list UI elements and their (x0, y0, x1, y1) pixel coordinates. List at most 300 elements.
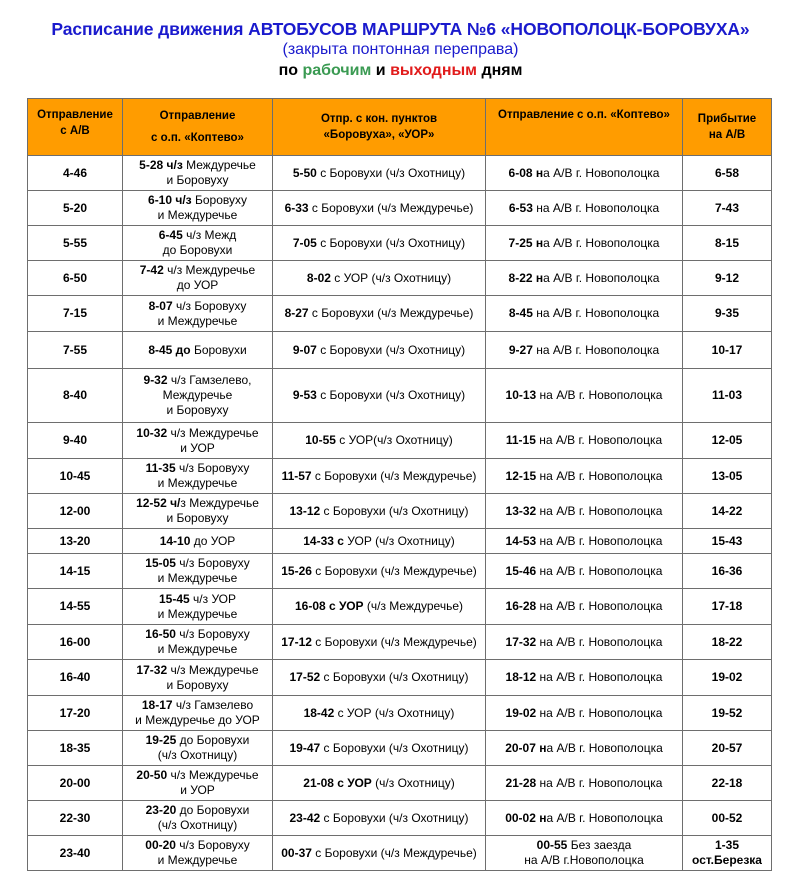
return-dest: на А/В г. Новополоцка (536, 563, 663, 578)
arrival-time: 19-02 (711, 670, 743, 684)
cell-dep-koptevo (123, 332, 273, 369)
cell-dep-av: 6-50 (28, 261, 123, 296)
terminal-route: (ч/з Охотницу) (371, 775, 455, 790)
cell-arrival (683, 625, 772, 660)
arrival-time: 8-15 (714, 235, 740, 250)
cell-arrival (683, 191, 772, 226)
terminal-route: с Боровухи (ч/з Междуречье) (308, 306, 474, 320)
table-row (28, 494, 772, 529)
col-header-line: Отправление (159, 110, 236, 122)
terminal-time: 19-47 (289, 740, 321, 755)
koptevo-route: ч/з Межд (182, 228, 237, 242)
return-dest: на А/В г. Новополоцка (532, 306, 660, 320)
terminal-route: с Боровухи (ч/з Охотницу) (320, 810, 469, 825)
koptevo-time: 15-45 (158, 591, 190, 606)
cell-dep-terminal (273, 494, 486, 529)
cell-dep-terminal (273, 296, 486, 332)
arrival-time: 18-22 (711, 634, 743, 649)
col-header-arrival (683, 99, 772, 156)
cell-return-koptevo (486, 261, 683, 296)
terminal-route: с Боровухи (ч/з Охотницу) (320, 740, 469, 755)
return-time: 6-08 н (508, 165, 544, 180)
cell-dep-terminal (273, 423, 486, 459)
arrival-stop: ост.Березка (692, 853, 762, 867)
arrival-time: 16-36 (711, 563, 743, 578)
arrival-time: 9-12 (714, 270, 740, 285)
terminal-time: 5-50 (292, 165, 317, 180)
return-time: 16-28 (505, 599, 537, 613)
terminal-time: 7-05 (292, 235, 317, 250)
arrival-time: 17-18 (711, 599, 743, 613)
return-dest: а А/В г. Новополоцка (543, 270, 660, 285)
arrival-time: 14-22 (711, 503, 743, 518)
cell-arrival (683, 554, 772, 589)
terminal-time: 15-26 (281, 563, 312, 578)
terminal-time: 16-08 с УОР (295, 599, 364, 613)
cell-arrival (683, 423, 772, 459)
return-time: 14-53 (505, 533, 537, 548)
return-dest: на А/В г. Новополоцка (536, 468, 663, 483)
cell-dep-terminal (273, 191, 486, 226)
koptevo-route: ч/з УОР (189, 591, 237, 606)
koptevo-route: до Боровухи (176, 803, 250, 817)
cell-dep-koptevo (123, 696, 273, 731)
table-row (28, 625, 772, 660)
terminal-time: 23-42 (289, 810, 321, 825)
days-work: рабочим (302, 62, 372, 79)
col-header-return-koptevo (486, 99, 683, 156)
cell-dep-terminal (273, 156, 486, 191)
koptevo-route: ч/з Гамзелево (172, 698, 254, 712)
terminal-time: 13-12 (289, 503, 321, 518)
cell-dep-koptevo (123, 836, 273, 871)
cell-return-koptevo (486, 766, 683, 801)
cell-arrival (683, 459, 772, 494)
days-suffix: дням (481, 62, 523, 79)
koptevo-route: ч/з Междуречье (167, 425, 259, 440)
return-dest: на А/В г. Новополоцка (536, 599, 663, 613)
koptevo-time: 6-10 ч/з (148, 193, 192, 207)
arrival-time: 12-05 (711, 433, 743, 447)
koptevo-route-line2: (ч/з Охотницу) (157, 818, 238, 832)
cell-dep-av: 5-20 (28, 191, 123, 226)
koptevo-time: 6-45 (158, 228, 183, 242)
cell-dep-terminal (273, 801, 486, 836)
arrival-time: 13-05 (711, 468, 743, 483)
koptevo-route: ч/з Боровуху (175, 838, 250, 852)
koptevo-route-line2: и Боровуху (166, 173, 229, 187)
koptevo-route: ч/з Боровуху (175, 461, 250, 475)
cell-dep-koptevo (123, 589, 273, 625)
cell-dep-av: 5-55 (28, 226, 123, 261)
table-row (28, 660, 772, 696)
koptevo-route-line2: и Боровуху (166, 677, 229, 692)
cell-dep-koptevo (123, 296, 273, 332)
cell-dep-terminal (273, 836, 486, 871)
schedule-table (27, 98, 772, 871)
koptevo-route-line2: и Междуречье до УОР (135, 713, 260, 727)
days-line (0, 60, 801, 82)
arrival-time: 00-52 (711, 810, 743, 825)
cell-dep-av: 7-15 (28, 296, 123, 332)
cell-return-koptevo (486, 731, 683, 766)
return-time: 9-27 (508, 342, 533, 357)
koptevo-route-line2: и Междуречье (157, 476, 238, 490)
cell-dep-koptevo (123, 261, 273, 296)
table-row (28, 423, 772, 459)
return-time: 8-22 н (508, 270, 544, 285)
table-row (28, 226, 772, 261)
koptevo-route-line2: до УОР (176, 278, 219, 292)
koptevo-route-line2: и Боровуху (166, 511, 229, 525)
table-row (28, 836, 772, 871)
col-header-line: «Боровуха», «УОР» (323, 129, 435, 141)
table-row (28, 191, 772, 226)
cell-return-koptevo (486, 296, 683, 332)
table-row (28, 731, 772, 766)
cell-dep-terminal (273, 332, 486, 369)
terminal-route: (ч/з Междуречье) (363, 599, 463, 613)
return-dest: на А/В г. Новополоцка (536, 533, 663, 548)
terminal-time: 8-27 (284, 306, 309, 320)
cell-dep-koptevo (123, 731, 273, 766)
terminal-route: с УОР (ч/з Охотницу) (334, 705, 455, 720)
cell-dep-av: 17-20 (28, 696, 123, 731)
table-row (28, 529, 772, 554)
cell-arrival (683, 801, 772, 836)
cell-dep-terminal (273, 766, 486, 801)
koptevo-time: 10-32 (136, 425, 168, 440)
cell-dep-terminal (273, 554, 486, 589)
koptevo-route: ч/з Междуречье (163, 263, 256, 277)
cell-return-koptevo (486, 589, 683, 625)
return-dest: а А/В г. Новополоцка (543, 165, 660, 180)
koptevo-time: 16-50 (145, 627, 176, 641)
terminal-time: 18-42 (303, 705, 335, 720)
table-row (28, 766, 772, 801)
return-time: 6-53 (508, 200, 533, 215)
koptevo-time: 8-07 (148, 298, 173, 313)
cell-dep-koptevo (123, 766, 273, 801)
koptevo-route-line2: (ч/з Охотницу) (157, 748, 238, 762)
col-header-dep-koptevo (123, 99, 273, 156)
terminal-route: с Боровухи (ч/з Охотницу) (316, 235, 466, 250)
terminal-route: УОР (ч/з Охотницу) (343, 533, 455, 548)
page-title: Расписание движения АВТОБУСОВ МАРШРУТА №6 «НОВОПОЛОЦК-БОРОВУХА» (51, 19, 750, 39)
return-dest: на А/В г. Новополоцка (532, 342, 660, 357)
cell-dep-terminal (273, 529, 486, 554)
koptevo-time: 5-28 ч/з (139, 158, 183, 172)
koptevo-route: ч/з Гамзелево, (167, 373, 252, 387)
terminal-route: с Боровухи (ч/з Междуречье) (311, 845, 477, 860)
koptevo-time: 14-10 (159, 533, 191, 548)
cell-arrival (683, 696, 772, 731)
return-time: 7-25 н (508, 235, 544, 250)
koptevo-route: Междуречье (182, 158, 256, 172)
cell-dep-av: 14-15 (28, 554, 123, 589)
terminal-route: с Боровухи (ч/з Междуречье) (311, 634, 477, 649)
cell-return-koptevo (486, 459, 683, 494)
koptevo-route-line2: и УОР (180, 440, 215, 455)
koptevo-route-line2: и УОР (180, 783, 215, 797)
table-row (28, 459, 772, 494)
terminal-route: с УОР (ч/з Охотницу) (330, 270, 452, 285)
arrival-time: 19-52 (711, 705, 743, 720)
koptevo-time: 8-45 до (148, 342, 191, 357)
koptevo-time: 19-25 (145, 733, 177, 747)
koptevo-time: 7-42 (139, 263, 164, 277)
koptevo-time: 9-32 (143, 373, 168, 387)
table-row (28, 589, 772, 625)
return-dest: на А/В г. Новополоцка (536, 775, 663, 790)
table-row (28, 801, 772, 836)
koptevo-route: ч/з Боровуху (175, 556, 250, 570)
koptevo-route: ч/з Междуречье (167, 768, 259, 782)
koptevo-route-line2: и Междуречье (157, 208, 238, 222)
koptevo-route: ч/з Боровуху (175, 627, 250, 641)
return-dest: на А/В г. Новополоцка (532, 200, 660, 215)
koptevo-route: ч/з Боровуху (172, 298, 247, 313)
terminal-route: с Боровухи (ч/з Междуречье) (311, 468, 477, 483)
cell-return-koptevo (486, 332, 683, 369)
cell-dep-av: 9-40 (28, 423, 123, 459)
return-dest: а А/В г. Новополоцка (546, 740, 663, 755)
return-time: 20-07 н (505, 740, 547, 755)
arrival-time: 10-17 (711, 342, 743, 357)
return-time: 10-13 (505, 388, 537, 402)
cell-return-koptevo (486, 801, 683, 836)
cell-arrival (683, 589, 772, 625)
return-dest: а А/В г. Новополоцка (543, 235, 660, 250)
koptevo-time: 18-17 (141, 698, 173, 712)
days-prefix: по (278, 62, 298, 79)
arrival-time: 22-18 (711, 775, 743, 790)
koptevo-route: до Боровухи (176, 733, 250, 747)
schedule-body (28, 156, 772, 871)
days-rest: выходным (390, 62, 477, 79)
terminal-time: 6-33 (284, 200, 309, 215)
terminal-time: 17-52 (289, 670, 321, 684)
cell-dep-av: 20-00 (28, 766, 123, 801)
return-dest: Без заезда (567, 838, 632, 852)
cell-arrival (683, 494, 772, 529)
cell-dep-terminal (273, 660, 486, 696)
cell-dep-koptevo (123, 494, 273, 529)
koptevo-time: 15-05 (145, 556, 176, 570)
return-dest: на А/В г. Новополоцка (536, 503, 663, 518)
cell-dep-koptevo (123, 191, 273, 226)
cell-return-koptevo (486, 191, 683, 226)
col-header-line: на А/В (708, 129, 746, 141)
terminal-route: с УОР(ч/з Охотницу) (335, 433, 453, 447)
cell-dep-av: 23-40 (28, 836, 123, 871)
col-header-line: Отпр. с кон. пунктов (320, 113, 438, 125)
table-row (28, 332, 772, 369)
cell-dep-terminal (273, 226, 486, 261)
return-time: 13-32 (505, 503, 537, 518)
cell-return-koptevo (486, 369, 683, 423)
cell-return-koptevo (486, 156, 683, 191)
terminal-time: 21-08 с УОР (303, 775, 372, 790)
cell-dep-av: 7-55 (28, 332, 123, 369)
cell-dep-terminal (273, 261, 486, 296)
koptevo-time: 00-20 (145, 838, 176, 852)
cell-dep-av: 8-40 (28, 369, 123, 423)
cell-return-koptevo (486, 554, 683, 589)
table-header-row (28, 99, 772, 156)
terminal-route: с Боровухи (ч/з Охотницу) (320, 503, 469, 518)
cell-dep-terminal (273, 696, 486, 731)
cell-arrival (683, 226, 772, 261)
return-time: 00-55 (536, 838, 568, 852)
cell-arrival (683, 332, 772, 369)
cell-return-koptevo (486, 226, 683, 261)
terminal-route: с Боровухи (ч/з Охотницу) (320, 670, 469, 684)
arrival-time: 6-58 (714, 165, 740, 180)
terminal-route: с Боровухи (ч/з Охотницу) (316, 388, 466, 402)
koptevo-time: 20-50 (136, 768, 168, 782)
terminal-route: с Боровухи (ч/з Охотницу) (316, 165, 466, 180)
terminal-time: 9-07 (292, 342, 317, 357)
terminal-route: с Боровухи (ч/з Междуречье) (311, 563, 477, 578)
koptevo-route-line2: и Междуречье (157, 642, 238, 656)
return-time: 11-15 (505, 433, 536, 447)
koptevo-route: Боровухи (190, 342, 247, 357)
terminal-time: 17-12 (281, 634, 312, 649)
arrival-time: 9-35 (714, 306, 740, 320)
koptevo-time: 17-32 (136, 662, 168, 677)
col-header-line: с А/В (60, 125, 90, 137)
koptevo-route-line2: Междуречье (162, 388, 233, 402)
koptevo-route-line2: и Междуречье (157, 606, 238, 621)
cell-return-koptevo (486, 836, 683, 871)
return-time: 21-28 (505, 775, 537, 790)
cell-return-koptevo (486, 696, 683, 731)
return-time: 12-15 (505, 468, 537, 483)
return-time: 19-02 (505, 705, 537, 720)
return-dest: а А/В г. Новополоцка (546, 810, 663, 825)
cell-dep-terminal (273, 459, 486, 494)
return-dest: на А/В г. Новополоцка (536, 670, 663, 684)
table-row (28, 261, 772, 296)
arrival-time: 1-35 (714, 838, 740, 852)
cell-arrival (683, 261, 772, 296)
koptevo-route-line2: и Междуречье (157, 571, 238, 585)
table-row (28, 554, 772, 589)
cell-dep-koptevo (123, 529, 273, 554)
koptevo-time: 11-35 (145, 461, 176, 475)
col-header-dep-av (28, 99, 123, 156)
cell-arrival (683, 660, 772, 696)
return-time: 00-02 н (505, 810, 547, 825)
return-time: 8-45 (508, 306, 533, 320)
col-header-dep-terminal (273, 99, 486, 156)
cell-arrival (683, 766, 772, 801)
koptevo-route: Боровуху (191, 193, 247, 207)
terminal-time: 8-02 (306, 270, 331, 285)
cell-return-koptevo (486, 660, 683, 696)
table-row (28, 369, 772, 423)
terminal-time: 11-57 (281, 468, 312, 483)
cell-dep-av: 16-00 (28, 625, 123, 660)
cell-return-koptevo (486, 423, 683, 459)
koptevo-route-line3: и Боровуху (166, 403, 229, 417)
cell-dep-av: 12-00 (28, 494, 123, 529)
terminal-time: 9-53 (292, 388, 317, 402)
koptevo-time: 23-20 (145, 803, 177, 817)
koptevo-route: ч/з Междуречье (167, 662, 259, 677)
cell-dep-koptevo (123, 156, 273, 191)
return-dest: на А/В г. Новополоцка (536, 705, 663, 720)
cell-dep-koptevo (123, 554, 273, 589)
cell-dep-terminal (273, 731, 486, 766)
koptevo-route: до УОР (190, 533, 236, 548)
cell-dep-av: 18-35 (28, 731, 123, 766)
koptevo-route: з Междуречье (180, 496, 259, 510)
koptevo-route-line2: и Междуречье (157, 853, 238, 867)
cell-arrival (683, 296, 772, 332)
cell-dep-terminal (273, 625, 486, 660)
terminal-time: 00-37 (281, 845, 312, 860)
cell-dep-koptevo (123, 423, 273, 459)
terminal-route: с Боровухи (ч/з Междуречье) (308, 200, 474, 215)
table-row (28, 156, 772, 191)
arrival-time: 11-03 (711, 388, 743, 402)
col-header-line: Отправление (37, 109, 113, 121)
cell-dep-terminal (273, 589, 486, 625)
koptevo-route-line2: и Междуречье (157, 313, 238, 328)
cell-return-koptevo (486, 625, 683, 660)
document-header (0, 18, 801, 82)
cell-dep-koptevo (123, 625, 273, 660)
arrival-time: 7-43 (714, 200, 740, 215)
cell-arrival (683, 369, 772, 423)
cell-dep-koptevo (123, 369, 273, 423)
cell-dep-koptevo (123, 226, 273, 261)
cell-arrival (683, 836, 772, 871)
koptevo-route-line2: до Боровухи (162, 243, 233, 257)
cell-dep-av: 14-55 (28, 589, 123, 625)
days-and: и (375, 62, 386, 79)
cell-dep-av: 22-30 (28, 801, 123, 836)
cell-arrival (683, 156, 772, 191)
terminal-time: 14-33 с (303, 533, 344, 548)
page-subtitle: (закрыта понтонная переправа) (282, 41, 519, 58)
cell-return-koptevo (486, 529, 683, 554)
cell-dep-av: 16-40 (28, 660, 123, 696)
cell-dep-terminal (273, 369, 486, 423)
arrival-time: 20-57 (711, 740, 743, 755)
return-dest: на А/В г. Новополоцка (536, 634, 663, 649)
table-row (28, 296, 772, 332)
col-header-line: Отправление с о.п. «Коптево» (498, 109, 670, 121)
cell-dep-koptevo (123, 660, 273, 696)
table-row (28, 696, 772, 731)
return-dest: на А/В г. Новополоцка (536, 388, 663, 402)
cell-return-koptevo (486, 494, 683, 529)
return-dest-line2: на А/В г.Новополоцка (524, 853, 644, 867)
return-time: 17-32 (505, 634, 537, 649)
col-header-line: Прибытие (697, 113, 757, 125)
return-dest: на А/В г. Новополоцка (535, 433, 663, 447)
cell-arrival (683, 529, 772, 554)
terminal-time: 10-55 (305, 433, 336, 447)
cell-arrival (683, 731, 772, 766)
return-time: 18-12 (505, 670, 537, 684)
koptevo-time: 12-52 ч/ (136, 496, 181, 510)
col-header-line: с о.п. «Коптево» (151, 132, 244, 144)
cell-dep-av: 13-20 (28, 529, 123, 554)
